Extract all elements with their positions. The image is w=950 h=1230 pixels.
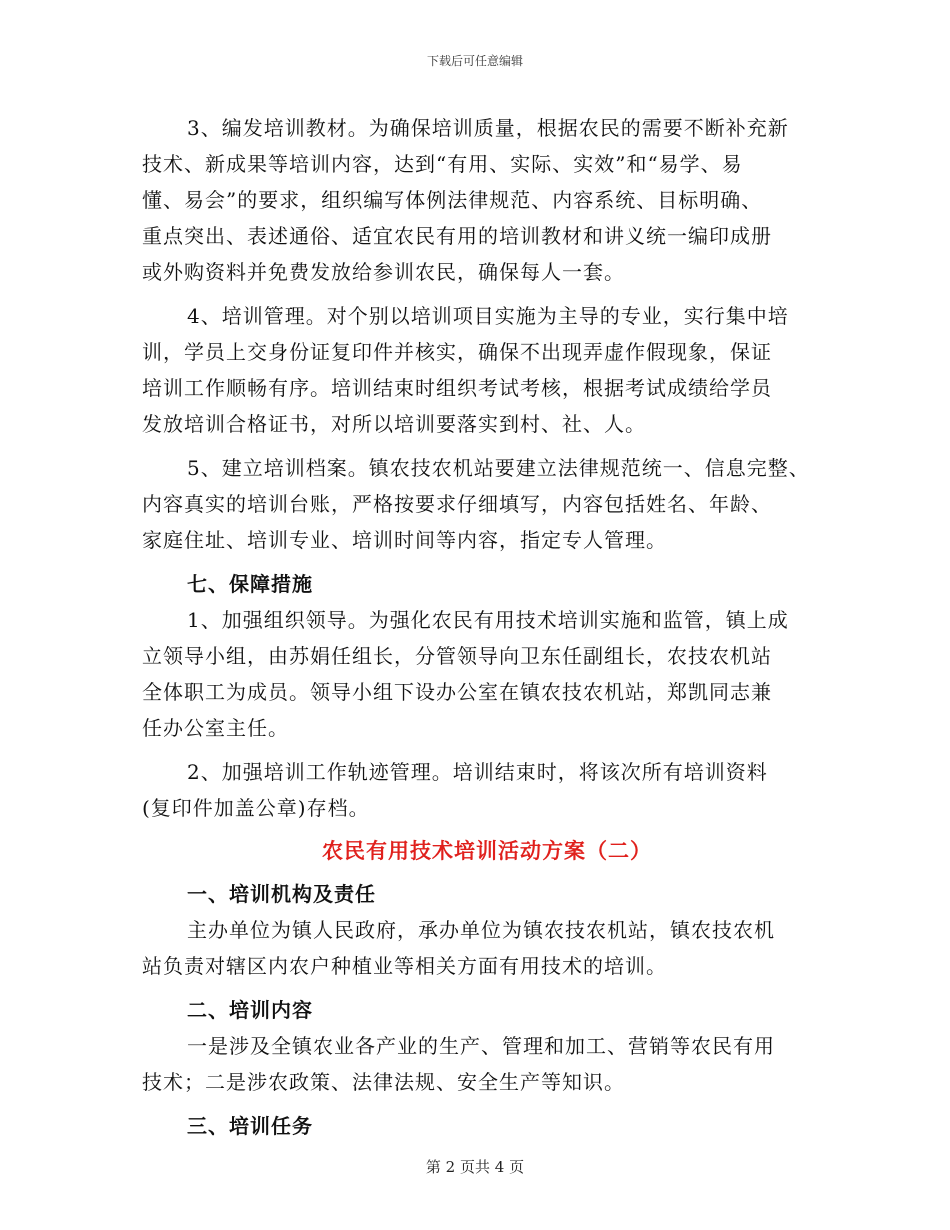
text-line: 全体职工为成员。领导小组下设办公室在镇农技农机站，郑凯同志兼 bbox=[142, 680, 772, 704]
page-header: 下载后可任意编辑 bbox=[426, 54, 523, 68]
section-heading-tasks: 三、培训任务 bbox=[187, 1114, 313, 1138]
paragraph-content bbox=[142, 1028, 832, 1100]
document-body bbox=[142, 110, 832, 1144]
section-heading-safeguards: 七、保障措施 bbox=[187, 572, 313, 596]
text-line: 内容真实的培训台账，严格按要求仔细填写，内容包括姓名、年龄、 bbox=[142, 492, 772, 516]
text-line: 重点突出、表述通俗、适宜农民有用的培训教材和讲义统一编印成册 bbox=[142, 224, 772, 248]
text-line: 3、编发培训教材。为确保培训质量，根据农民的需要不断补充新 bbox=[187, 116, 789, 140]
section-heading-content: 二、培训内容 bbox=[187, 998, 313, 1022]
text-line: 5、建立培训档案。镇农技农机站要建立法律规范统一、信息完整、 bbox=[187, 456, 810, 480]
paragraph-institution bbox=[142, 912, 832, 984]
text-line: 站负责对辖区内农户种植业等相关方面有用技术的培训。 bbox=[142, 954, 667, 978]
text-line: 发放培训合格证书，对所以培训要落实到村、社、人。 bbox=[142, 412, 646, 436]
text-line: 主办单位为镇人民政府，承办单位为镇农技农机站，镇农技农机 bbox=[187, 918, 775, 942]
text-line: 一是涉及全镇农业各产业的生产、管理和加工、营销等农民有用 bbox=[187, 1034, 775, 1058]
section-heading-institution: 一、培训机构及责任 bbox=[187, 882, 376, 906]
text-line: 或外购资料并免费发放给参训农民，确保每人一套。 bbox=[142, 260, 625, 284]
paragraph-teaching-materials bbox=[142, 110, 832, 290]
text-line: 技术；二是涉农政策、法律法规、安全生产等知识。 bbox=[142, 1070, 625, 1094]
text-line: 家庭住址、培训专业、培训时间等内容，指定专人管理。 bbox=[142, 528, 667, 552]
text-line: 立领导小组，由苏娟任组长，分管领导向卫东任副组长，农技农机站 bbox=[142, 644, 772, 668]
paragraph-training-archive bbox=[142, 450, 832, 558]
text-line: (复印件加盖公章)存档。 bbox=[142, 796, 370, 820]
text-line: 4、培训管理。对个别以培训项目实施为主导的专业，实行集中培 bbox=[187, 304, 789, 328]
text-line: 1、加强组织领导。为强化农民有用技术培训实施和监管，镇上成 bbox=[187, 608, 789, 632]
paragraph-training-management bbox=[142, 298, 832, 442]
text-line: 培训工作顺畅有序。培训结束时组织考试考核，根据考试成绩给学员 bbox=[142, 376, 772, 400]
text-line: 训，学员上交身份证复印件并核实，确保不出现弄虚作假现象，保证 bbox=[142, 340, 772, 364]
text-line: 技术、新成果等培训内容，达到“有用、实际、实效”和“易学、易 bbox=[142, 152, 743, 176]
page-footer: 第 2 页共 4 页 bbox=[425, 1158, 525, 1176]
paragraph-organization-leadership bbox=[142, 602, 832, 746]
text-line: 2、加强培训工作轨迹管理。培训结束时，将该次所有培训资料 bbox=[187, 760, 768, 784]
document-title: 农民有用技术培训活动方案（二） bbox=[322, 838, 652, 863]
text-line: 懂、易会”的要求，组织编写体例法律规范、内容系统、目标明确、 bbox=[142, 188, 763, 212]
paragraph-trajectory-management bbox=[142, 754, 832, 826]
text-line: 任办公室主任。 bbox=[142, 716, 289, 740]
